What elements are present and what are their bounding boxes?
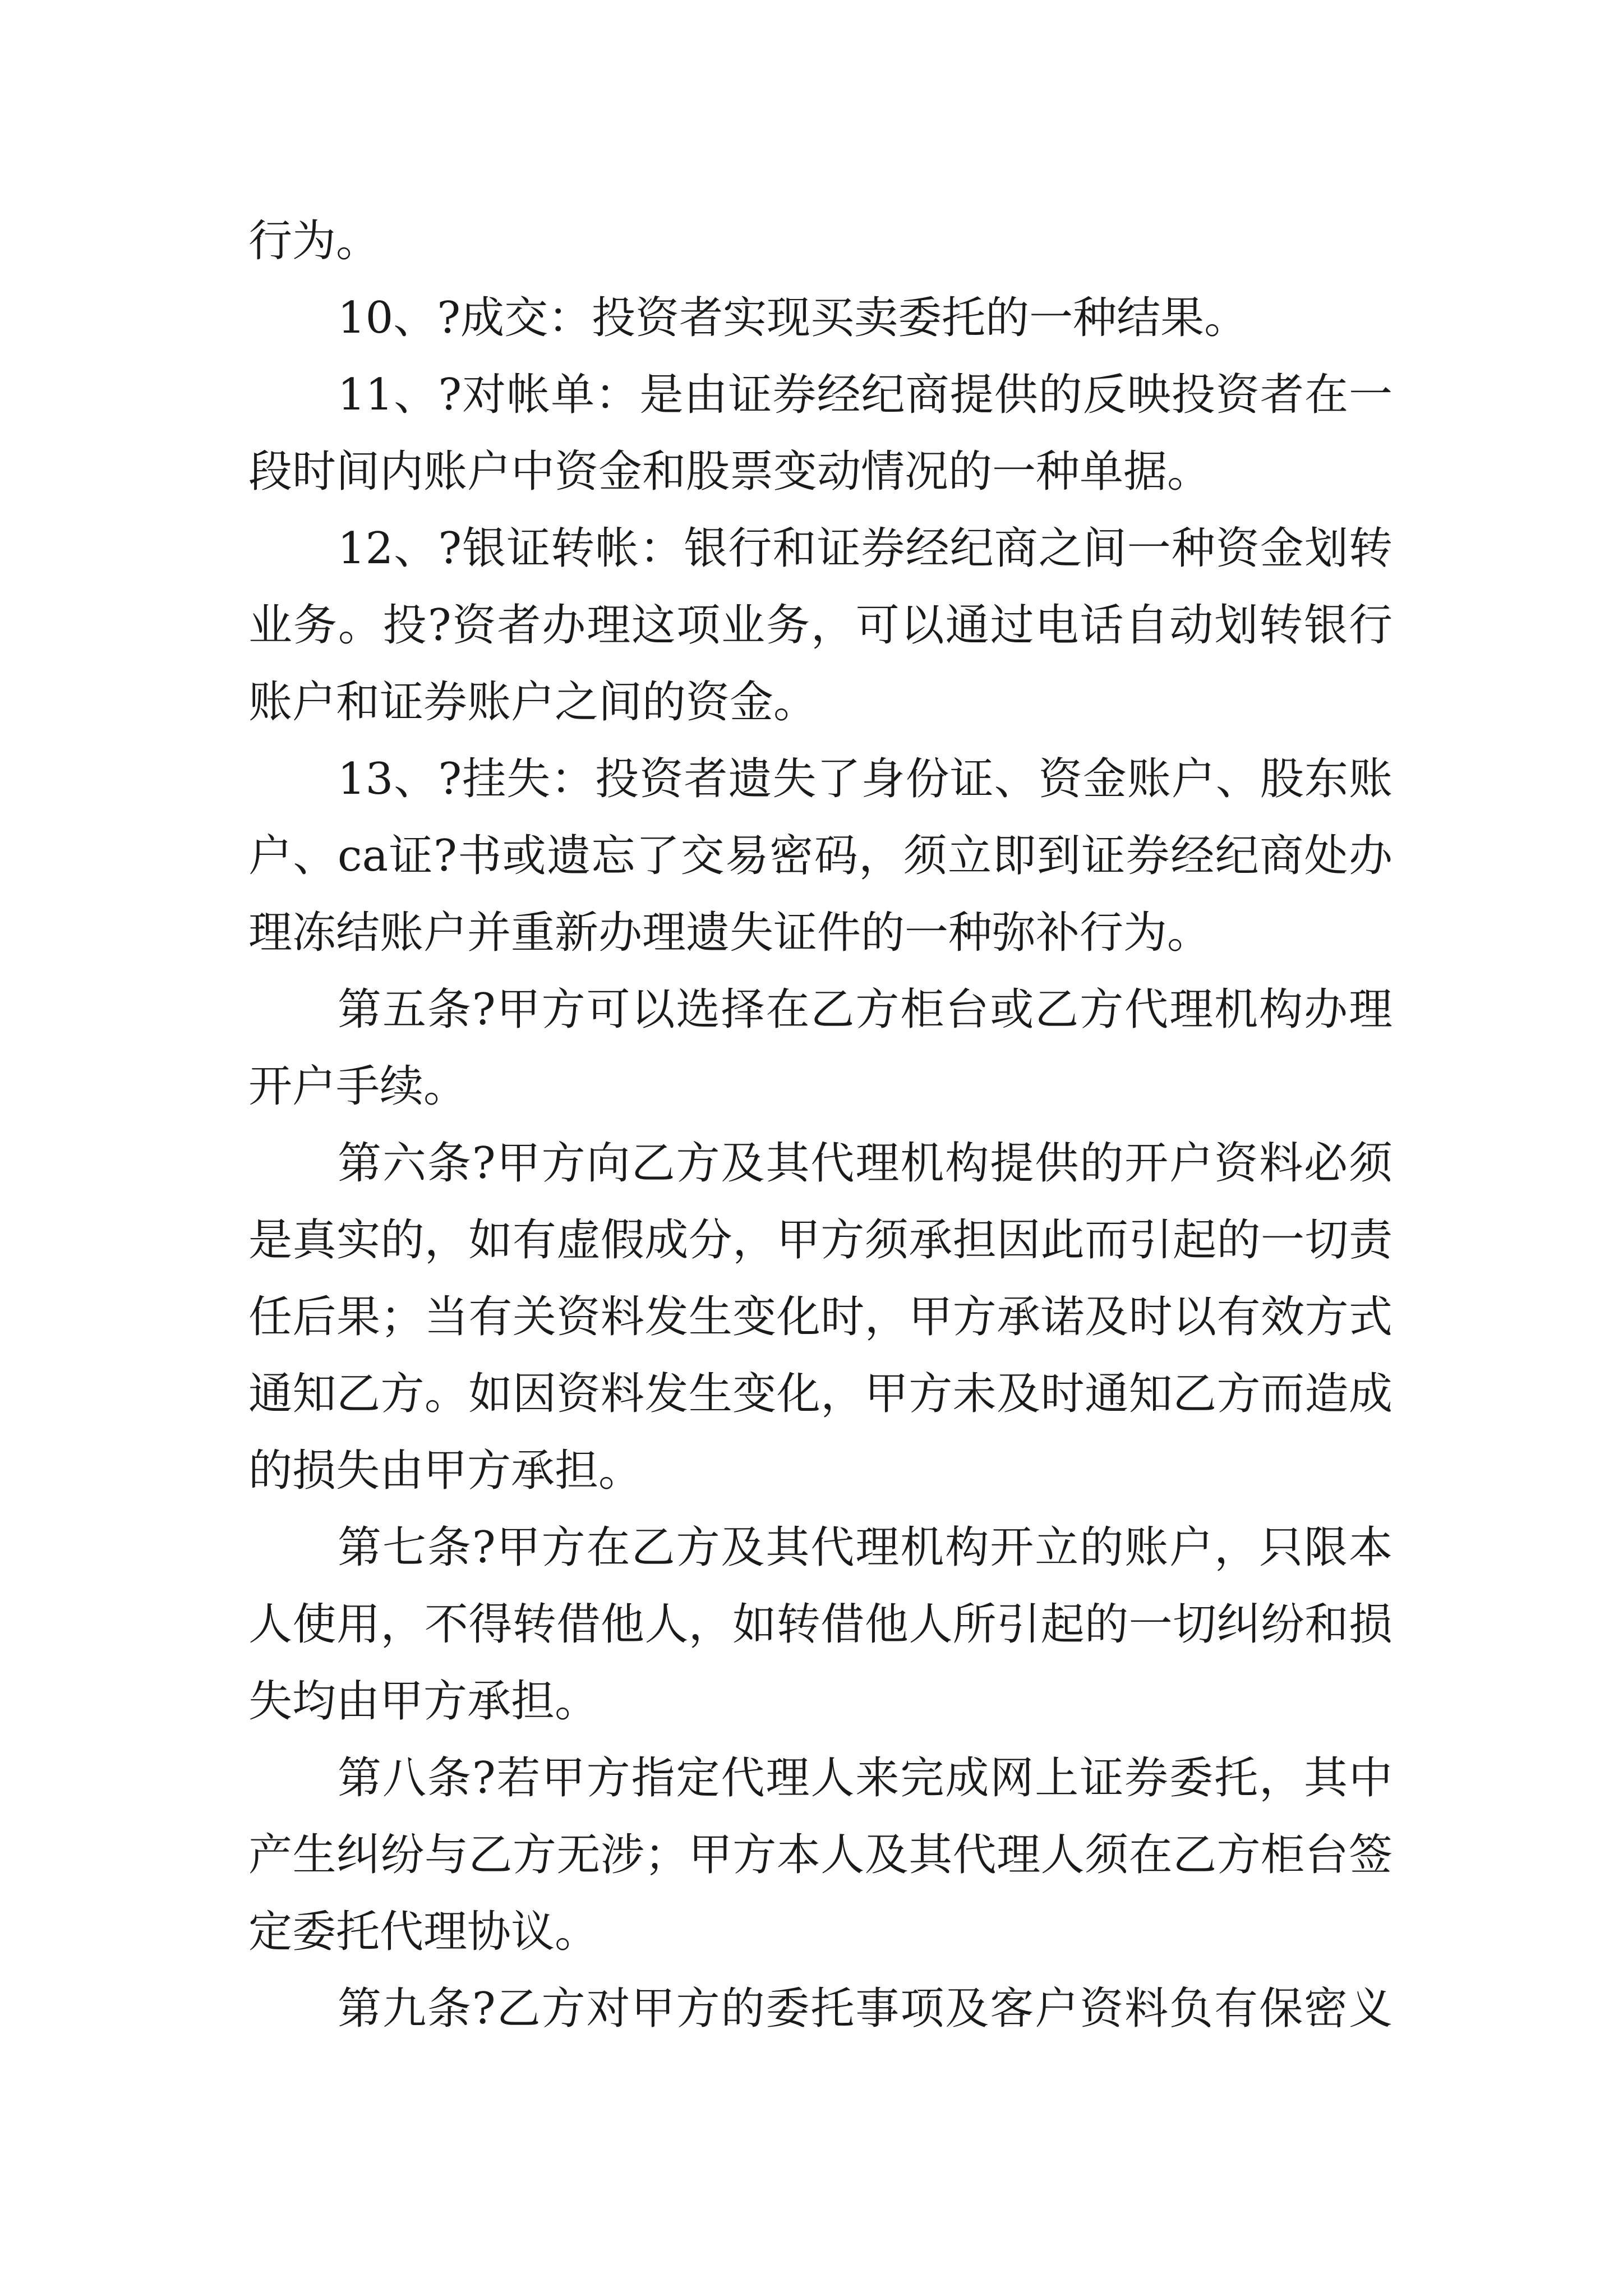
text-line: 行为。 xyxy=(248,216,380,266)
text-line: 13、?挂失：投资者遗失了身份证、资金账户、股东账 xyxy=(338,754,1393,804)
text-line: 第九条?乙方对甲方的委托事项及客户资料负有保密义 xyxy=(338,1984,1393,2034)
text-line: 12、?银证转帐：银行和证券经纪商之间一种资金划转 xyxy=(338,523,1393,574)
text-line: 是真实的，如有虚假成分，甲方须承担因此而引起的一切责 xyxy=(248,1215,1393,1266)
text-line: 段时间内账户中资金和股票变动情况的一种单据。 xyxy=(248,447,1211,497)
text-line: 户、ca证?书或遗忘了交易密码，须立即到证券经纪商处办 xyxy=(248,831,1393,881)
text-line: 第七条?甲方在乙方及其代理机构开立的账户，只限本 xyxy=(338,1522,1393,1573)
text-line: 任后果；当有关资料发生变化时，甲方承诺及时以有效方式 xyxy=(248,1292,1393,1342)
text-line: 开户手续。 xyxy=(248,1061,468,1112)
text-line: 人使用，不得转借他人，如转借他人所引起的一切纠纷和损 xyxy=(248,1599,1393,1650)
text-line: 11、?对帐单：是由证券经纪商提供的反映投资者在一 xyxy=(338,370,1393,420)
text-line: 第六条?甲方向乙方及其代理机构提供的开户资料必须 xyxy=(338,1138,1393,1189)
text-line: 10、?成交：投资者实现买卖委托的一种结果。 xyxy=(338,293,1248,343)
text-line: 的损失由甲方承担。 xyxy=(248,1446,643,1496)
text-line: 业务。投?资者办理这项业务，可以通过电话自动划转银行 xyxy=(248,600,1393,651)
text-line: 失均由甲方承担。 xyxy=(248,1676,599,1727)
text-line: 产生纠纷与乙方无涉；甲方本人及其代理人须在乙方柜台签 xyxy=(248,1830,1393,1880)
text-line: 第五条?甲方可以选择在乙方柜台或乙方代理机构办理 xyxy=(338,984,1393,1035)
text-line: 通知乙方。如因资料发生变化，甲方未及时通知乙方而造成 xyxy=(248,1369,1393,1419)
text-line: 定委托代理协议。 xyxy=(248,1907,599,1957)
text-line: 账户和证券账户之间的资金。 xyxy=(248,677,818,728)
text-line: 理冻结账户并重新办理遗失证件的一种弥补行为。 xyxy=(248,908,1211,958)
text-line: 第八条?若甲方指定代理人来完成网上证券委托，其中 xyxy=(338,1753,1393,1803)
